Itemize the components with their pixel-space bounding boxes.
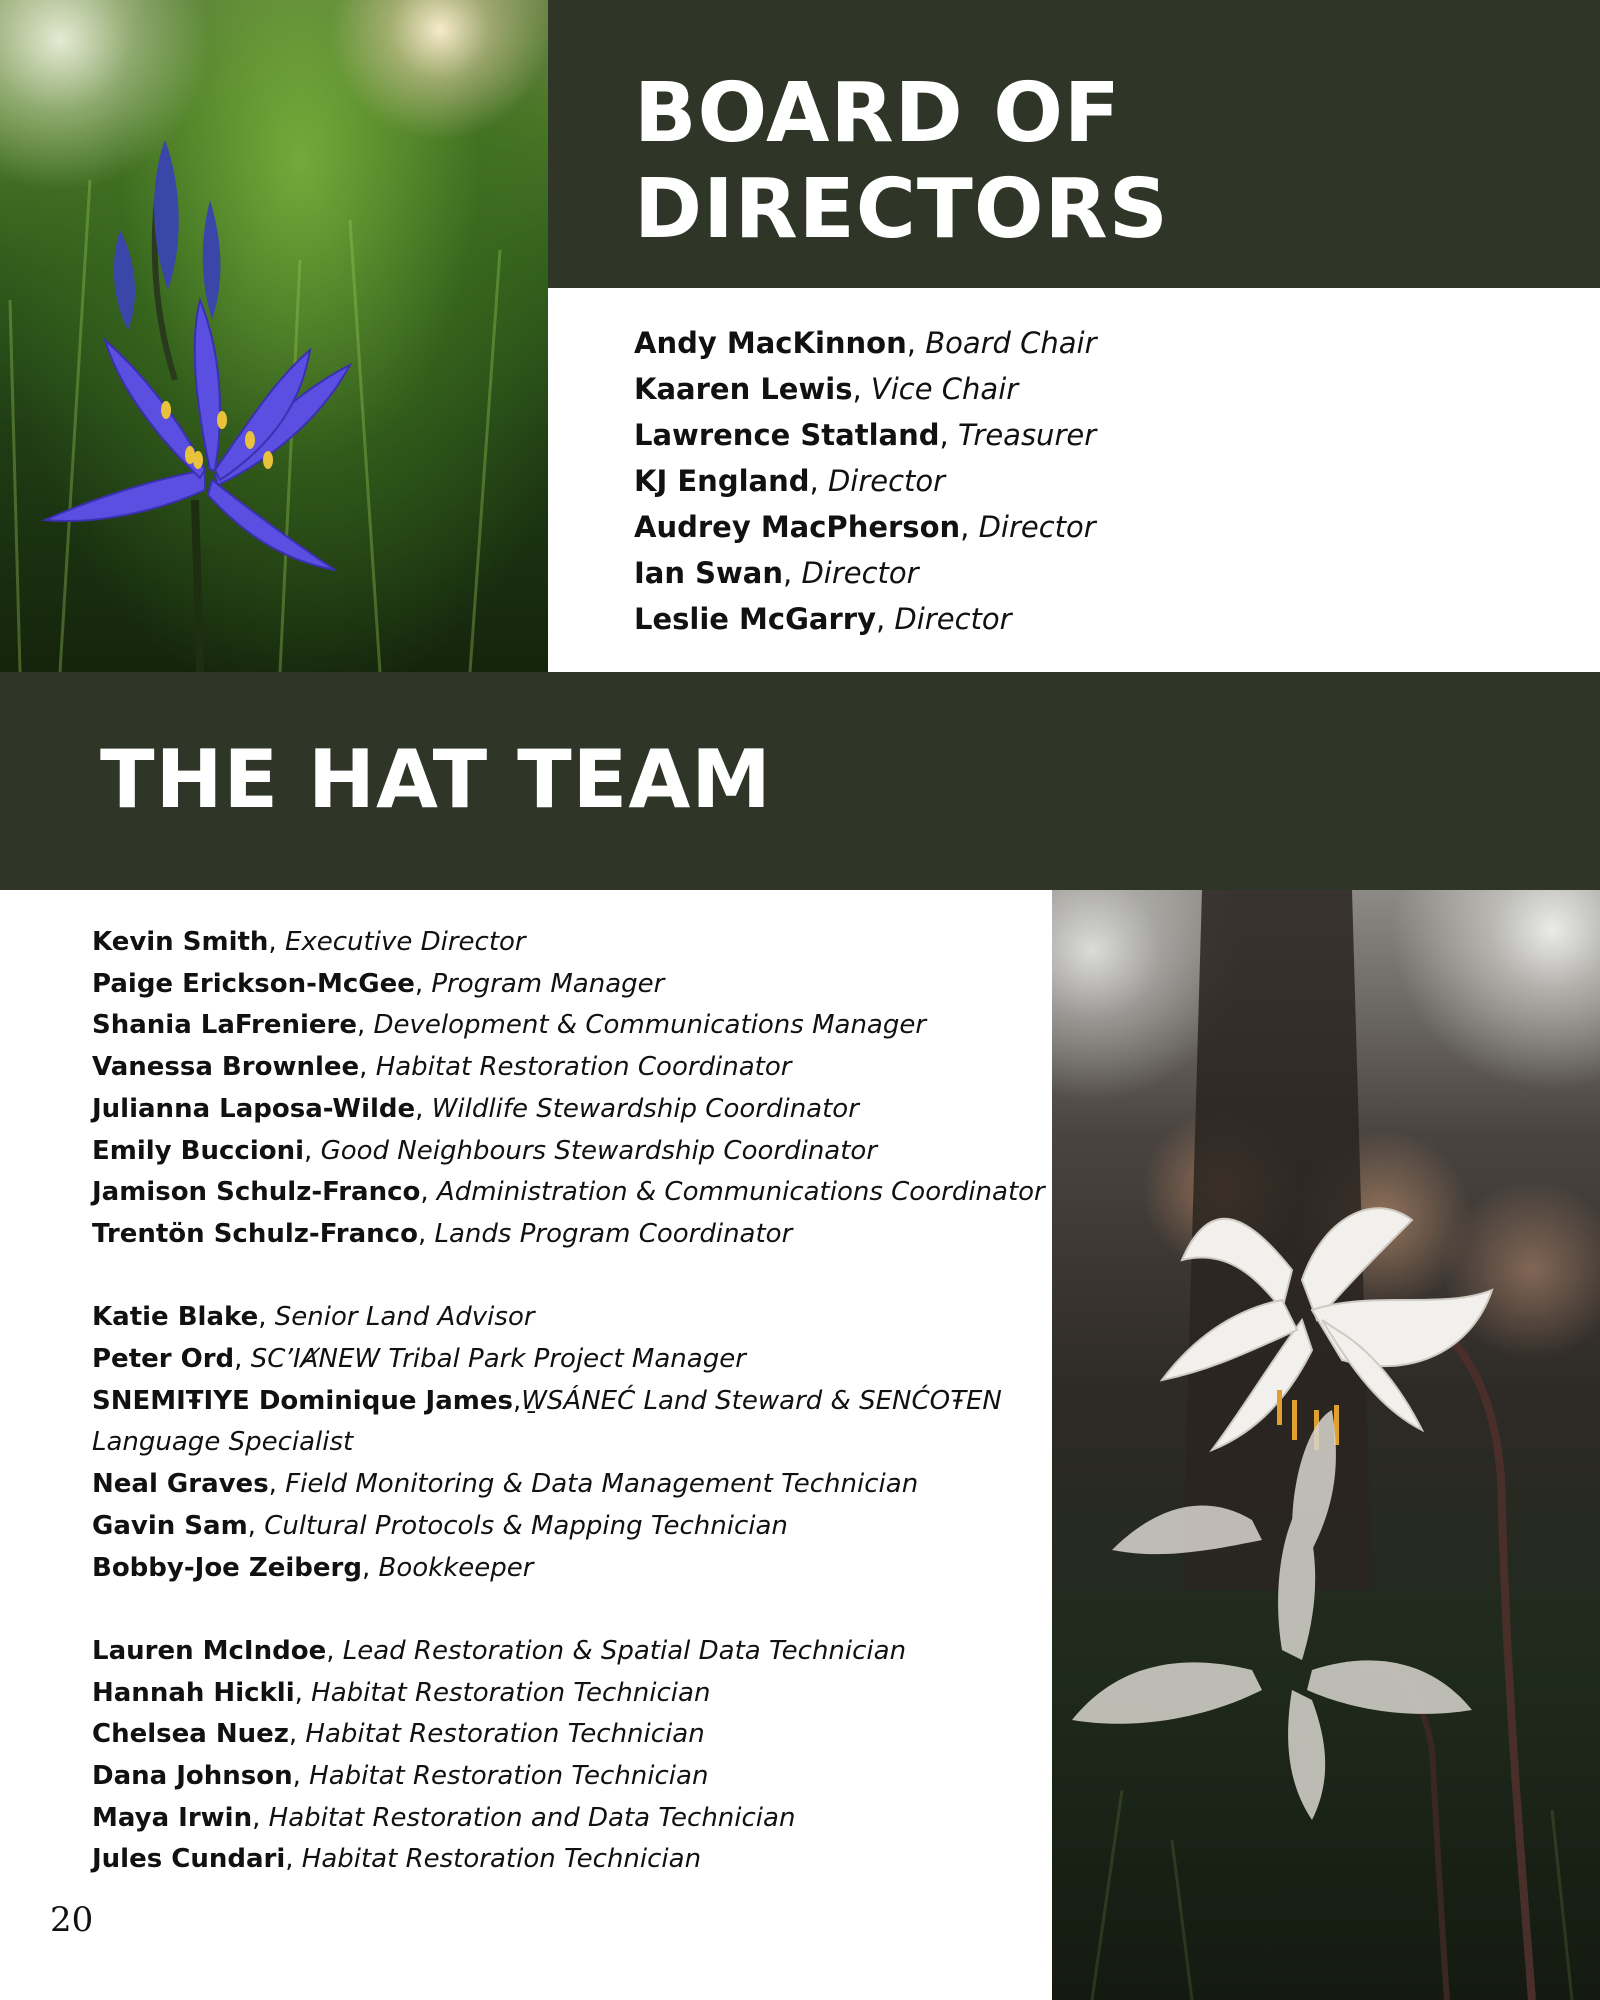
member-row [92, 1631, 1052, 1673]
member-separator: , [852, 372, 871, 406]
member-separator: , [875, 602, 895, 636]
member-row [92, 922, 1052, 964]
member-separator: , [326, 1635, 343, 1666]
member-separator: , [512, 1385, 522, 1416]
member-role: Administration & Communications Coordinator [436, 1177, 1045, 1208]
member-name: Bobby-Joe Zeiberg [92, 1552, 362, 1583]
member-row [92, 1548, 1052, 1590]
member-role: Director [801, 556, 919, 590]
member-separator: , [415, 1093, 432, 1124]
member-separator: , [288, 1719, 306, 1750]
member-role: Director [894, 602, 1012, 636]
member-role: Vice Chair [870, 372, 1019, 406]
member-role: Habitat Restoration Technician [301, 1844, 702, 1875]
member-row [92, 1047, 1052, 1089]
member-name: Paige Erickson-McGee [92, 968, 415, 999]
member-separator: , [258, 1302, 275, 1333]
member-role: Habitat Restoration Coordinator [375, 1052, 792, 1083]
member-role: W̱SÁNEĆ Land Steward & SENĆOŦEN Language Specialist [92, 1385, 1002, 1458]
member-separator: , [356, 1010, 374, 1041]
board-member-list [634, 320, 1534, 642]
member-row [92, 1464, 1052, 1506]
member-role: Development & Communications Manager [373, 1010, 927, 1041]
member-name: Andy MacKinnon [634, 326, 907, 360]
member-row [92, 1714, 1052, 1756]
member-role: Habitat Restoration and Data Technician [268, 1802, 796, 1833]
member-row [92, 1839, 1052, 1881]
member-row [92, 1089, 1052, 1131]
member-separator: , [247, 1510, 265, 1541]
member-name: Lawrence Statland [634, 418, 940, 452]
team-group [92, 922, 1052, 1256]
member-row [634, 320, 1534, 366]
member-separator: , [939, 418, 958, 452]
member-row [92, 1339, 1052, 1381]
member-row [92, 1172, 1052, 1214]
member-row [634, 596, 1534, 642]
camas-flower-photo [0, 0, 548, 672]
member-name: Shania LaFreniere [92, 1010, 357, 1041]
member-row [92, 1297, 1052, 1339]
member-separator: , [420, 1177, 437, 1208]
member-separator: , [234, 1344, 251, 1375]
member-name: Ian Swan [634, 556, 783, 590]
member-row [92, 1131, 1052, 1173]
member-role: Lands Program Coordinator [434, 1218, 793, 1249]
member-separator: , [292, 1761, 310, 1792]
member-row [92, 1005, 1052, 1047]
member-separator: , [294, 1677, 312, 1708]
member-role: Senior Land Advisor [274, 1302, 535, 1333]
team-title: THE HAT TEAM [100, 733, 772, 826]
member-name: Gavin Sam [92, 1510, 248, 1541]
member-separator: , [417, 1218, 435, 1249]
member-name: Lauren McIndoe [92, 1635, 327, 1666]
member-role: Lead Restoration & Spatial Data Technician [342, 1635, 907, 1666]
member-role: Wildlife Stewardship Coordinator [431, 1093, 859, 1124]
member-role: Board Chair [925, 326, 1097, 360]
member-role: Treasurer [957, 418, 1097, 452]
member-name: KJ England [634, 464, 810, 498]
member-separator: , [960, 510, 979, 544]
team-group [92, 1631, 1052, 1881]
member-separator: , [252, 1802, 269, 1833]
member-row [92, 1214, 1052, 1256]
member-role: Executive Director [284, 927, 526, 957]
member-name: Emily Buccioni [92, 1135, 305, 1166]
member-separator: , [361, 1552, 379, 1583]
member-name: Vanessa Brownlee [92, 1052, 360, 1083]
member-name: Jules Cundari [92, 1844, 286, 1875]
member-separator: , [359, 1052, 376, 1083]
member-role: Bookkeeper [378, 1552, 534, 1583]
member-name: Leslie McGarry [634, 602, 876, 636]
member-role: Habitat Restoration Technician [305, 1719, 705, 1750]
member-name: Dana Johnson [92, 1761, 293, 1792]
member-separator: , [809, 464, 828, 498]
member-role: Director [827, 464, 946, 498]
member-row [634, 458, 1534, 504]
member-name: Kaaren Lewis [634, 372, 853, 406]
member-row [634, 504, 1534, 550]
member-row [92, 1756, 1052, 1798]
member-name: Jamison Schulz-Franco [92, 1177, 421, 1208]
member-name: Neal Graves [92, 1469, 269, 1500]
fawn-lily-photo [1052, 890, 1600, 2000]
member-role: Habitat Restoration Technician [309, 1761, 709, 1792]
member-row [634, 550, 1534, 596]
member-row [92, 1673, 1052, 1715]
member-row [92, 1506, 1052, 1548]
board-title: BOARD OF DIRECTORS [634, 66, 1169, 257]
member-separator: , [268, 1469, 286, 1500]
team-group [92, 1297, 1052, 1589]
member-separator: , [414, 968, 432, 999]
member-role: Director [978, 510, 1096, 544]
member-separator: , [304, 1135, 321, 1166]
member-row [92, 1798, 1052, 1840]
member-role: Program Manager [431, 968, 665, 999]
member-row [634, 412, 1534, 458]
page-number: 20 [50, 1900, 94, 1940]
member-separator: , [906, 326, 926, 360]
member-separator: , [783, 556, 802, 590]
member-name: Katie Blake [92, 1302, 259, 1333]
member-name: Maya Irwin [92, 1802, 253, 1833]
member-name: Hannah Hickli [92, 1677, 295, 1708]
member-name: Chelsea Nuez [92, 1719, 289, 1750]
member-role: Habitat Restoration Technician [311, 1677, 711, 1708]
member-role: Cultural Protocols & Mapping Technician [264, 1510, 788, 1541]
member-name: Peter Ord [92, 1344, 235, 1375]
member-separator: , [268, 927, 285, 957]
member-name: Julianna Laposa-Wilde [92, 1093, 416, 1124]
member-row [92, 1381, 1052, 1464]
member-name: Kevin Smith [92, 927, 269, 957]
member-role: Good Neighbours Stewardship Coordinator [320, 1135, 878, 1166]
member-separator: , [285, 1844, 302, 1875]
member-role: SC’IȺNEW Tribal Park Project Manager [250, 1344, 746, 1375]
member-name: Trentön Schulz-Franco [92, 1218, 418, 1249]
team-member-list [92, 922, 1052, 1923]
member-name: SNEMIŦIYE Dominique James [92, 1385, 513, 1416]
member-role: Field Monitoring & Data Management Technician [285, 1469, 919, 1500]
member-row [92, 964, 1052, 1006]
member-name: Audrey MacPherson [634, 510, 961, 544]
member-row [634, 366, 1534, 412]
